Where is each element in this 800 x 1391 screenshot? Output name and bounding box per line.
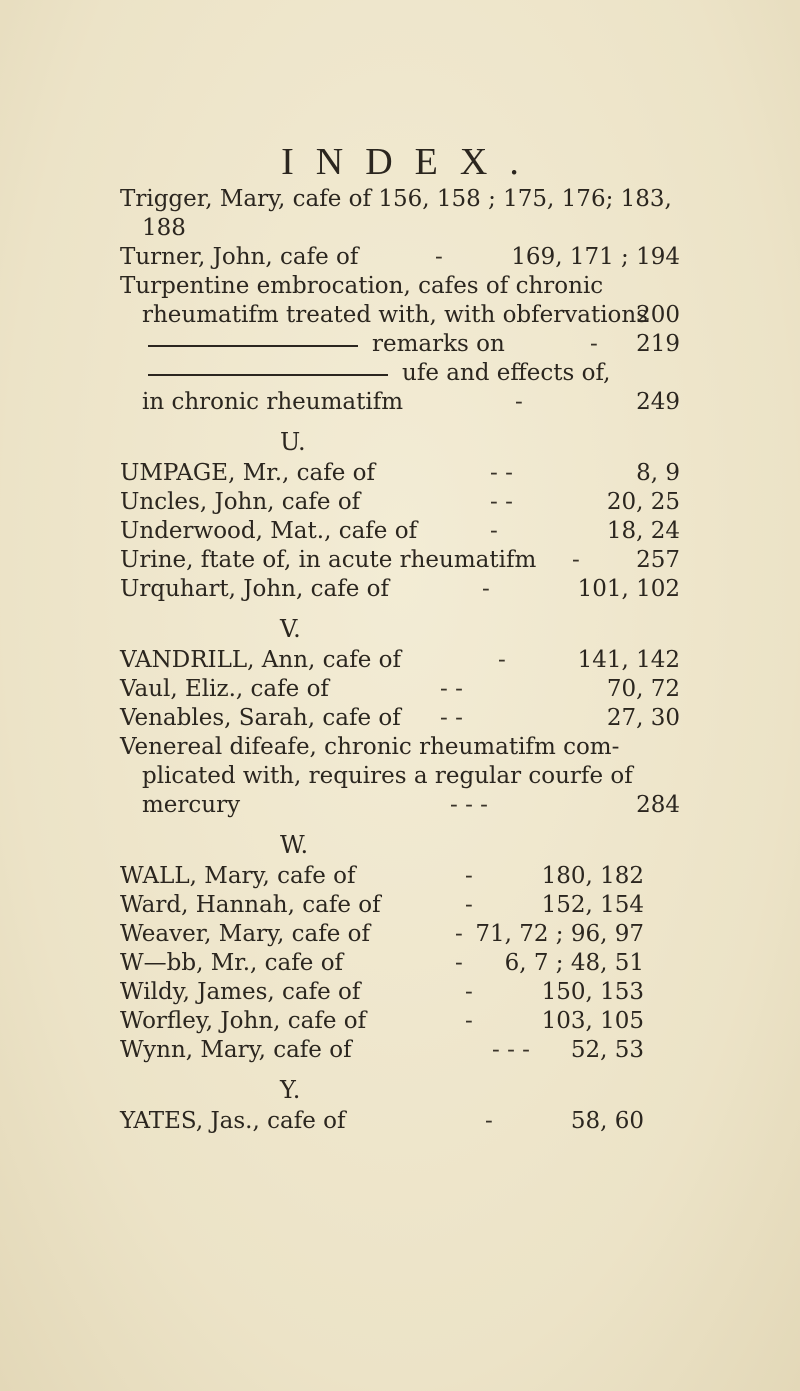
entry-text: Underwood, Mat., cafe of [120, 518, 418, 544]
page-numbers: 150, 153 [541, 979, 644, 1005]
index-entry [120, 675, 680, 704]
entry-text: Urquhart, John, cafe of [120, 576, 390, 602]
page-title: INDEX. [281, 141, 541, 183]
page-numbers: 219 [636, 331, 680, 357]
entry-text: Ward, Hannah, cafe of [120, 892, 381, 918]
leader-dash: - [465, 863, 473, 889]
entry-text: Uncles, John, cafe of [120, 489, 361, 515]
entry-text: in chronic rheumatifm [142, 389, 404, 415]
entry-text: Venereal difeafe, chronic rheumatifm com- [120, 734, 620, 760]
entry-text: 188 [142, 215, 186, 241]
ditto-rule [148, 374, 388, 376]
page-numbers: 284 [636, 792, 680, 818]
leader-dash: - - [490, 460, 513, 486]
entry-text: remarks on [372, 331, 505, 357]
index-entry [120, 243, 680, 272]
entry-text: plicated with, requires a regular courfe of [142, 763, 633, 789]
entry-text: Wildy, James, cafe of [120, 979, 361, 1005]
page-numbers: 103, 105 [541, 1008, 644, 1034]
leader-dash: - [490, 518, 498, 544]
section-heading-y: Y. [280, 1076, 301, 1104]
index-entry [120, 517, 680, 546]
entry-text: Weaver, Mary, cafe of [120, 921, 370, 947]
leader-dash: - - [440, 705, 463, 731]
leader-dash: - [482, 576, 490, 602]
index-entry [120, 575, 680, 604]
page-numbers: 27, 30 [606, 705, 680, 731]
index-entry [120, 1007, 680, 1036]
index-entry [120, 546, 680, 575]
leader-dash: - [455, 950, 463, 976]
index-entry [120, 949, 680, 978]
leader-dash: - - [490, 489, 513, 515]
leader-dash: - [590, 331, 598, 357]
section-heading-w: W. [280, 831, 309, 859]
index-entry [120, 920, 680, 949]
index-entry [120, 459, 680, 488]
entry-text: UMPAGE, Mr., cafe of [120, 460, 376, 486]
leader-dash: - [435, 244, 443, 270]
index-entry [120, 272, 680, 301]
page-numbers: 141, 142 [577, 647, 680, 673]
page-numbers: 70, 72 [606, 676, 680, 702]
section-heading-u: U. [280, 428, 306, 456]
page-numbers: 8, 9 [636, 460, 680, 486]
page-numbers: 101, 102 [577, 576, 680, 602]
index-entry [120, 488, 680, 517]
leader-dash: - [465, 892, 473, 918]
index-entry [120, 704, 680, 733]
entry-text: Urine, ftate of, in acute rheumatifm [120, 547, 537, 573]
index-entry-continuation [120, 359, 680, 388]
page-numbers: 257 [636, 547, 680, 573]
index-entry [120, 1107, 680, 1136]
entry-text: Turpentine embrocation, cafes of chronic [120, 273, 604, 299]
entry-text: rheumatifm treated with, with obfervations [142, 302, 649, 328]
leader-dash: - - - [492, 1037, 530, 1063]
page-numbers: 152, 154 [541, 892, 644, 918]
page-numbers: 249 [636, 389, 680, 415]
entry-text: Turner, John, cafe of [120, 244, 359, 270]
index-entry-continuation [120, 762, 680, 791]
page-numbers: 18, 24 [606, 518, 680, 544]
index-entry [120, 862, 680, 891]
page-numbers: 71, 72 ; 96, 97 [475, 921, 644, 947]
leader-dash: - [498, 647, 506, 673]
page-numbers: 6, 7 ; 48, 51 [504, 950, 644, 976]
index-entry [120, 646, 680, 675]
page-numbers: 200 [636, 302, 680, 328]
page-numbers: 180, 182 [541, 863, 644, 889]
leader-dash: - - [440, 676, 463, 702]
entry-text: YATES, Jas., cafe of [120, 1108, 346, 1134]
page-numbers: 169, 171 ; 194 [511, 244, 680, 270]
index-entry [120, 733, 680, 762]
index-entry [120, 891, 680, 920]
index-entry-continuation [120, 388, 680, 417]
index-entry [120, 978, 680, 1007]
leader-dash: - [572, 547, 580, 573]
leader-dash: - [465, 1008, 473, 1034]
leader-dash: - [465, 979, 473, 1005]
index-entry-continuation [120, 791, 680, 820]
section-heading-v: V. [280, 615, 301, 643]
entry-text: Wynn, Mary, cafe of [120, 1037, 352, 1063]
entry-text: WALL, Mary, cafe of [120, 863, 356, 889]
index-content [120, 185, 680, 1136]
index-entry [120, 185, 680, 214]
entry-text: Trigger, Mary, cafe of 156, 158 ; 175, 176; 183, [120, 186, 672, 212]
entry-text: Worfley, John, cafe of [120, 1008, 367, 1034]
ditto-rule [148, 345, 358, 347]
index-entry-continuation [120, 214, 680, 243]
entry-text: W—bb, Mr., cafe of [120, 950, 344, 976]
entry-text: Vaul, Eliz., cafe of [120, 676, 329, 702]
page-numbers: 52, 53 [570, 1037, 644, 1063]
leader-dash: - [515, 389, 523, 415]
entry-text: mercury [142, 792, 241, 818]
leader-dash: - [455, 921, 463, 947]
index-entry [120, 1036, 680, 1065]
page-numbers: 20, 25 [606, 489, 680, 515]
index-entry-continuation [120, 301, 680, 330]
leader-dash: - - - [450, 792, 488, 818]
page-numbers: 58, 60 [570, 1108, 644, 1134]
leader-dash: - [485, 1108, 493, 1134]
entry-text: ufe and effects of, [402, 360, 611, 386]
entry-text: VANDRILL, Ann, cafe of [120, 647, 402, 673]
entry-text: Venables, Sarah, cafe of [120, 705, 401, 731]
index-entry-continuation [120, 330, 680, 359]
